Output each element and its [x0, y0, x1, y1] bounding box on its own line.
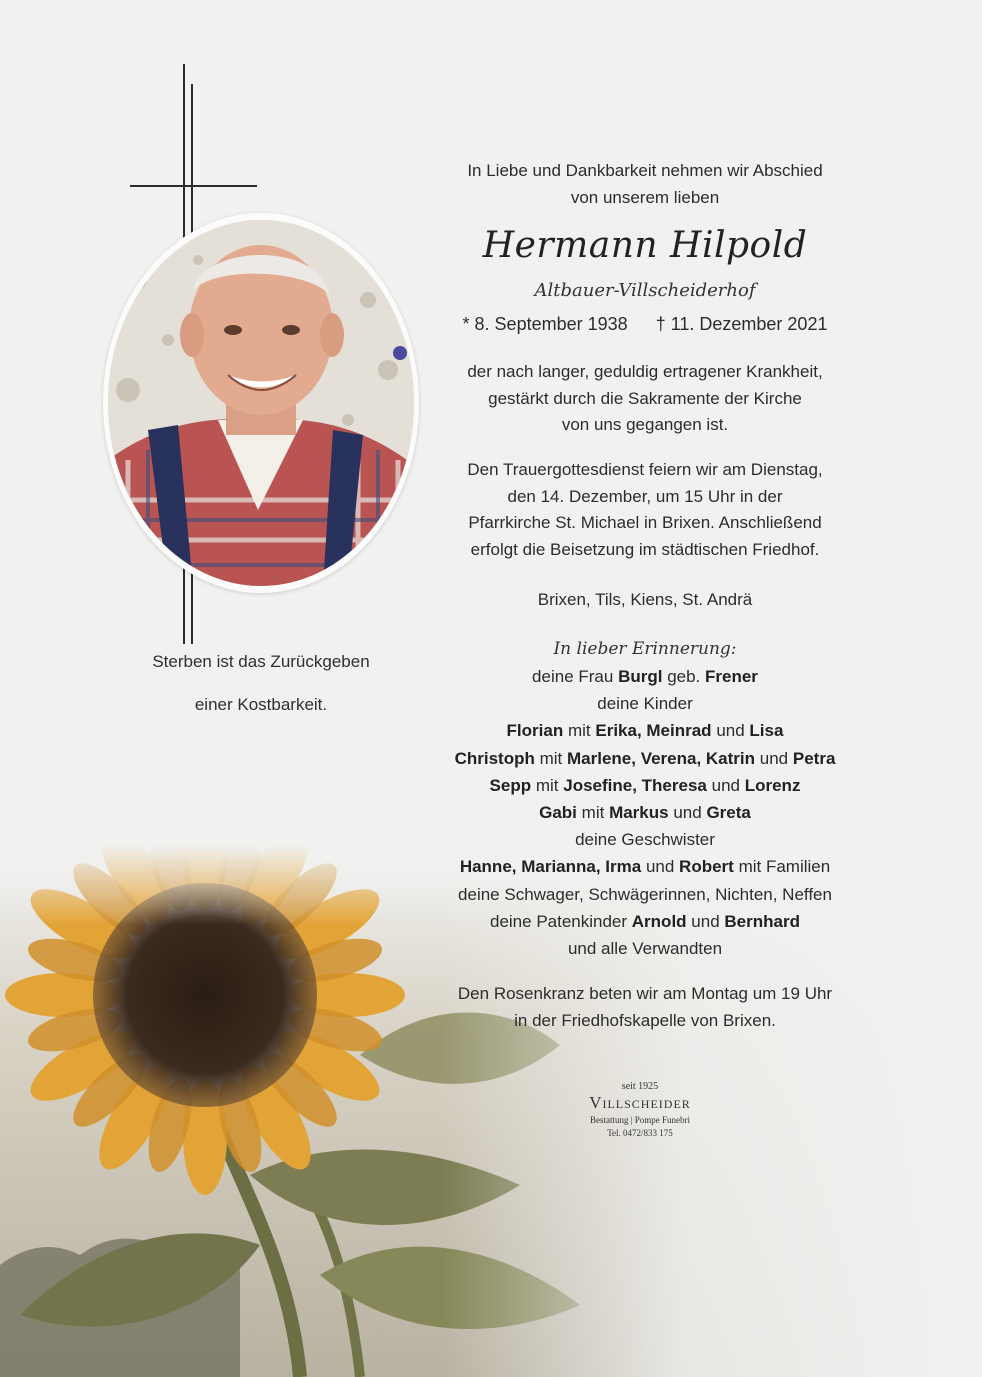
family-line-child: [400, 799, 890, 826]
family-text: und: [711, 775, 740, 795]
passing-text: [400, 359, 890, 439]
intro-line: In Liebe und Dankbarkeit nehmen wir Abschied: [467, 161, 823, 180]
family-name: Frener: [705, 667, 758, 686]
family-list: [400, 663, 890, 962]
family-name: Erika, Meinrad: [595, 721, 712, 741]
family-name: Robert: [679, 857, 734, 877]
rosary-text: [400, 981, 890, 1034]
family-text: und: [673, 803, 702, 823]
birth-date: * 8. September 1938: [462, 314, 628, 334]
quote-line: einer Kostbarkeit.: [194, 695, 328, 714]
family-line-siblings: [400, 853, 890, 880]
passing-line: der nach langer, geduldig ertragener Krankheit,: [467, 362, 823, 381]
family-line-child: [400, 772, 890, 799]
family-name: Florian: [506, 721, 564, 741]
service-line: Den Trauergottesdienst feiern wir am Dienstag,: [467, 460, 823, 479]
service-text: [400, 457, 890, 563]
family-name: Lorenz: [744, 775, 801, 795]
family-name: Marlene, Verena, Katrin: [567, 748, 756, 768]
deceased-name: Hermann Hilpold: [482, 225, 808, 266]
quote-line: Sterben ist das Zurückgeben: [152, 652, 370, 671]
family-text: und: [691, 911, 720, 931]
passing-line: gestärkt durch die Sakramente der Kirche: [488, 388, 802, 408]
cross-horizontal-line: [130, 185, 257, 187]
family-name: Gabi: [539, 803, 577, 823]
deceased-subtitle: Altbauer-Villscheiderhof: [534, 280, 756, 301]
family-label: deine Kinder: [597, 694, 693, 714]
family-name: Christoph: [454, 748, 535, 768]
family-text: mit: [567, 721, 591, 741]
service-line: den 14. Dezember, um 15 Uhr in der: [507, 486, 783, 506]
family-name: Burgl: [618, 667, 663, 686]
family-line-wife: [400, 663, 890, 690]
service-line: erfolgt die Beisetzung im städtischen Friedhof.: [470, 539, 820, 559]
family-text: mit: [581, 803, 605, 823]
family-line-child: [400, 745, 890, 772]
service-line: Pfarrkirche St. Michael in Brixen. Anschließend: [468, 513, 822, 532]
family-name: Josefine, Theresa: [563, 775, 707, 795]
intro-line: von unserem lieben: [570, 187, 720, 207]
family-text: deine Frau: [532, 667, 614, 686]
family-text: mit: [539, 748, 563, 768]
places: Brixen, Tils, Kiens, St. Andrä: [537, 590, 753, 609]
family-name: Lisa: [749, 721, 784, 741]
family-text: und: [716, 721, 745, 741]
funeral-home-logo: [560, 1081, 720, 1140]
family-text: mit Familien: [738, 857, 831, 877]
family-text: und: [645, 857, 675, 877]
logo-since: seit 1925: [621, 1081, 659, 1092]
family-text: und: [759, 748, 789, 768]
rosary-line: in der Friedhofskapelle von Brixen.: [514, 1010, 776, 1030]
family-text: deine Patenkinder: [490, 911, 628, 931]
passing-line: von uns gegangen ist.: [561, 415, 729, 434]
family-label: und alle Verwandten: [567, 939, 723, 959]
rosary-line: Den Rosenkranz beten wir am Montag um 19 Uhr: [457, 984, 833, 1003]
logo-services: Bestattung | Pompe Funebri: [589, 1115, 691, 1125]
portrait-photo: [108, 220, 414, 586]
family-name: Markus: [609, 803, 669, 823]
family-name: Sepp: [489, 775, 532, 795]
family-line-godchildren: [400, 908, 890, 935]
family-line-child: [400, 717, 890, 744]
life-dates: [400, 311, 890, 338]
family-text: geb.: [667, 667, 701, 686]
death-date: † 11. Dezember 2021: [655, 314, 828, 334]
family-name: Bernhard: [724, 911, 800, 931]
logo-phone: Tel. 0472/833 175: [607, 1128, 673, 1138]
family-name: Greta: [706, 803, 751, 823]
family-name: Hanne, Marianna, Irma: [459, 857, 642, 877]
family-label: deine Geschwister: [575, 830, 715, 850]
intro-text: [400, 158, 890, 211]
family-text: mit: [535, 775, 559, 795]
family-name: Petra: [792, 748, 836, 768]
memory-heading: In lieber Erinnerung:: [553, 639, 737, 659]
logo-name: Villscheider: [589, 1093, 691, 1112]
family-label: deine Schwager, Schwägerinnen, Nichten, Neffen: [458, 884, 832, 904]
family-name: Arnold: [631, 911, 687, 931]
